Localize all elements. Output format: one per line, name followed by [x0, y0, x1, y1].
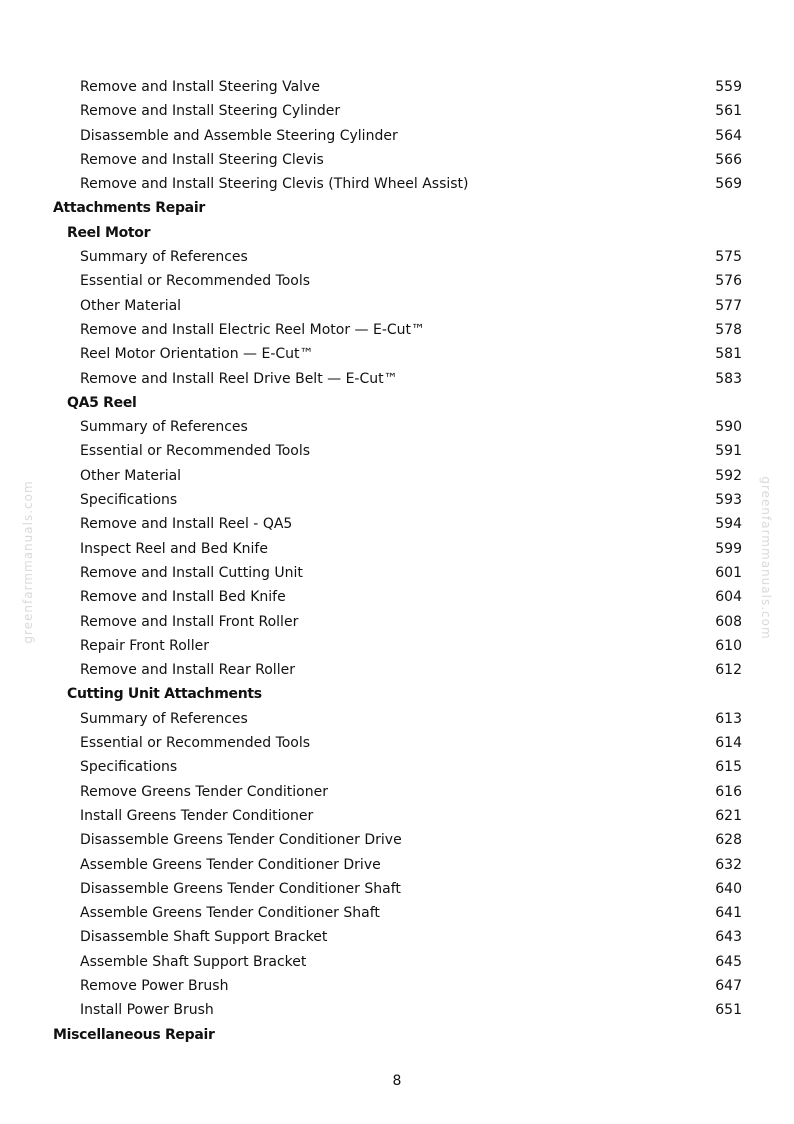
toc-entry[interactable]	[0, 731, 794, 755]
toc-section-heading[interactable]	[0, 196, 794, 220]
toc-entry-page: 575	[715, 249, 742, 266]
toc-entry-title: Disassemble and Assemble Steering Cylinder	[80, 127, 398, 144]
toc-entry[interactable]	[0, 804, 794, 828]
toc-entry-page: 559	[715, 79, 742, 95]
toc-entry-title: Essential or Recommended Tools	[80, 443, 311, 460]
toc-entry[interactable]	[0, 415, 794, 439]
toc-entry-title: Remove and Install Reel Drive Belt — E-Cut™	[80, 370, 398, 387]
toc-entry[interactable]	[0, 294, 794, 318]
table-of-contents	[0, 75, 794, 1047]
toc-entry-page: 613	[715, 710, 742, 727]
toc-entry-title: QA5 Reel	[67, 394, 137, 411]
toc-entry-page: 641	[715, 905, 742, 922]
toc-entry-title: Assemble Greens Tender Conditioner Shaft	[80, 905, 380, 922]
watermark-right: greenfarmmanuals.com	[759, 476, 773, 640]
toc-entry[interactable]	[0, 974, 794, 998]
toc-entry[interactable]	[0, 634, 794, 658]
toc-entry[interactable]	[0, 439, 794, 463]
toc-entry-title: Essential or Recommended Tools	[80, 273, 311, 290]
toc-entry-page: 615	[715, 759, 742, 776]
toc-section-heading[interactable]	[0, 1023, 794, 1047]
toc-entry-title: Essential or Recommended Tools	[80, 735, 311, 752]
toc-entry[interactable]	[0, 367, 794, 391]
toc-entry-page: 591	[715, 443, 742, 460]
toc-entry-title: Summary of References	[80, 419, 248, 436]
toc-entry-page: 643	[715, 929, 742, 946]
toc-entry-page: 581	[715, 346, 742, 363]
toc-entry-title: Miscellaneous Repair	[53, 1026, 215, 1043]
toc-entry-title: Inspect Reel and Bed Knife	[80, 540, 268, 557]
toc-entry-page: 621	[715, 807, 742, 824]
toc-entry[interactable]	[0, 318, 794, 342]
toc-entry-title: Remove and Install Cutting Unit	[80, 564, 303, 581]
toc-entry-page: 599	[715, 540, 742, 557]
toc-entry[interactable]	[0, 610, 794, 634]
toc-entry-page: 601	[715, 564, 742, 581]
toc-entry-title: Install Power Brush	[80, 1002, 214, 1019]
toc-entry-page: 628	[715, 832, 742, 849]
toc-entry[interactable]	[0, 950, 794, 974]
toc-entry-title: Install Greens Tender Conditioner	[80, 807, 314, 824]
toc-entry-page: 640	[715, 880, 742, 897]
toc-entry-page: 594	[715, 516, 742, 533]
toc-entry-title: Disassemble Greens Tender Conditioner Shaft	[80, 880, 401, 897]
toc-entry[interactable]	[0, 877, 794, 901]
toc-entry-page: 593	[715, 492, 742, 509]
toc-entry-page: 576	[715, 273, 742, 290]
toc-entry-title: Remove and Install Steering Valve	[80, 79, 320, 95]
toc-entry[interactable]	[0, 342, 794, 366]
toc-entry-page: 610	[715, 637, 742, 654]
toc-entry[interactable]	[0, 172, 794, 196]
toc-entry[interactable]	[0, 755, 794, 779]
toc-entry[interactable]	[0, 488, 794, 512]
toc-entry[interactable]	[0, 561, 794, 585]
watermark-left: greenfarmmanuals.com	[21, 480, 35, 644]
toc-entry-title: Assemble Shaft Support Bracket	[80, 953, 307, 970]
toc-entry-page: 645	[715, 953, 742, 970]
toc-entry[interactable]	[0, 75, 794, 99]
toc-entry-title: Remove and Install Reel - QA5	[80, 516, 293, 533]
toc-entry-title: Disassemble Shaft Support Bracket	[80, 929, 328, 946]
toc-subsection-heading[interactable]	[0, 221, 794, 245]
toc-subsection-heading[interactable]	[0, 391, 794, 415]
toc-entry-title: Remove Greens Tender Conditioner	[80, 783, 328, 800]
toc-entry-page: 569	[715, 176, 742, 193]
toc-entry-title: Reel Motor Orientation — E-Cut™	[80, 346, 314, 363]
toc-entry-title: Reel Motor	[67, 224, 151, 241]
toc-entry-page: 564	[715, 127, 742, 144]
toc-subsection-heading[interactable]	[0, 682, 794, 706]
toc-entry[interactable]	[0, 707, 794, 731]
toc-entry[interactable]	[0, 245, 794, 269]
toc-entry-page: 577	[715, 297, 742, 314]
toc-entry-title: Remove and Install Steering Cylinder	[80, 103, 341, 120]
toc-entry[interactable]	[0, 512, 794, 536]
toc-entry-page: 614	[715, 735, 742, 752]
toc-entry-page: 647	[715, 977, 742, 994]
toc-entry-page: 578	[715, 321, 742, 338]
toc-entry-page: 590	[715, 419, 742, 436]
toc-entry-title: Cutting Unit Attachments	[67, 686, 262, 703]
toc-entry-title: Remove and Install Steering Clevis	[80, 151, 324, 168]
toc-entry-title: Specifications	[80, 492, 178, 509]
toc-entry[interactable]	[0, 585, 794, 609]
toc-entry[interactable]	[0, 828, 794, 852]
toc-entry[interactable]	[0, 464, 794, 488]
toc-entry-page: 592	[715, 467, 742, 484]
toc-entry-title: Attachments Repair	[53, 200, 205, 217]
toc-entry-title: Remove and Install Front Roller	[80, 613, 299, 630]
toc-entry-title: Assemble Greens Tender Conditioner Drive	[80, 856, 381, 873]
toc-entry-title: Remove and Install Electric Reel Motor — E-Cut™	[80, 321, 426, 338]
toc-entry-page: 566	[715, 151, 742, 168]
toc-entry-page: 608	[715, 613, 742, 630]
toc-entry[interactable]	[0, 124, 794, 148]
toc-entry[interactable]	[0, 925, 794, 949]
toc-entry[interactable]	[0, 901, 794, 925]
toc-entry-title: Other Material	[80, 297, 182, 314]
toc-entry[interactable]	[0, 853, 794, 877]
toc-entry-page: 604	[715, 589, 742, 606]
toc-entry-page: 632	[715, 856, 742, 873]
toc-entry-page: 612	[715, 662, 742, 679]
toc-entry[interactable]	[0, 269, 794, 293]
toc-entry-page: 651	[715, 1002, 742, 1019]
toc-entry[interactable]	[0, 780, 794, 804]
toc-entry-page: 583	[715, 370, 742, 387]
toc-entry[interactable]	[0, 537, 794, 561]
toc-entry-title: Repair Front Roller	[80, 637, 209, 654]
toc-entry-title: Remove and Install Bed Knife	[80, 589, 286, 606]
toc-entry[interactable]	[0, 658, 794, 682]
toc-entry[interactable]	[0, 148, 794, 172]
toc-entry-title: Disassemble Greens Tender Conditioner Drive	[80, 832, 402, 849]
toc-entry-title: Other Material	[80, 467, 182, 484]
toc-entry-title: Specifications	[80, 759, 178, 776]
toc-entry-page: 561	[715, 103, 742, 120]
toc-entry-title: Summary of References	[80, 710, 248, 727]
toc-entry[interactable]	[0, 99, 794, 123]
toc-entry-title: Remove Power Brush	[80, 977, 229, 994]
toc-entry-title: Remove and Install Rear Roller	[80, 662, 295, 679]
toc-entry[interactable]	[0, 998, 794, 1022]
toc-entry-title: Summary of References	[80, 249, 248, 266]
toc-entry-title: Remove and Install Steering Clevis (Third Wheel Assist)	[80, 176, 469, 193]
page-number: 8	[392, 1073, 402, 1089]
toc-entry-page: 616	[715, 783, 742, 800]
